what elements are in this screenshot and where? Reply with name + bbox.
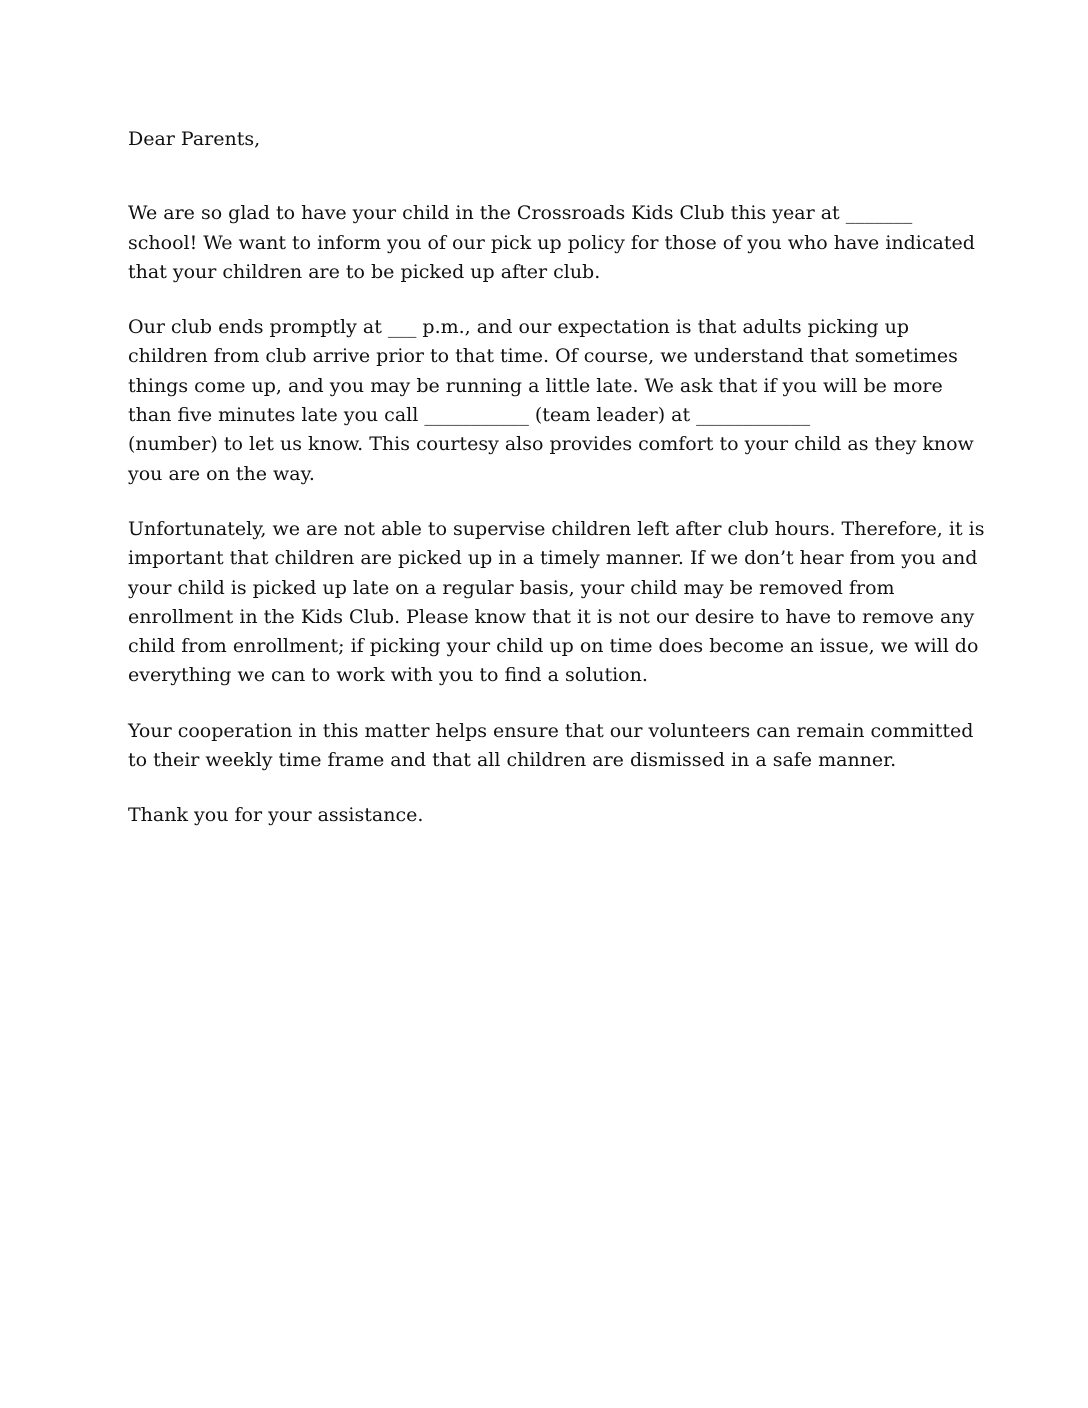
paragraph-supervision: [128, 515, 985, 691]
text-line: (number) to let us know. This courtesy also provides comfort to your child as they know: [128, 433, 974, 456]
text-line: that your children are to be picked up after club.: [128, 260, 601, 283]
text-line: important that children are picked up in a timely manner. If we don’t hear from you and: [128, 547, 978, 570]
text-line: than five minutes late you call ___________ (team leader) at ____________: [128, 404, 811, 427]
letter-body: [128, 125, 985, 831]
text-line: enrollment in the Kids Club. Please know that it is not our desire to have to remove any: [128, 605, 975, 628]
text-line: child from enrollment; if picking your child up on time does become an issue, we will do: [128, 635, 979, 658]
text-line: We are so glad to have your child in the Crossroads Kids Club this year at _______: [128, 202, 913, 225]
text-line: your child is picked up late on a regular basis, your child may be removed from: [128, 576, 895, 599]
letter-greeting: Dear Parents,: [128, 128, 261, 150]
text-line: Unfortunately, we are not able to supervise children left after club hours. Therefore, it is: [128, 517, 985, 540]
paragraph-welcome: [128, 199, 975, 287]
text-line: things come up, and you may be running a little late. We ask that if you will be more: [128, 374, 943, 397]
letter-closing: Thank you for your assistance.: [128, 804, 424, 827]
text-line: Our club ends promptly at ___ p.m., and our expectation is that adults picking up: [128, 316, 909, 339]
paragraph-cooperation: [128, 717, 974, 776]
text-line: children from club arrive prior to that time. Of course, we understand that sometimes: [128, 345, 958, 368]
text-line: you are on the way.: [128, 462, 315, 485]
paragraph-pickup-time: [128, 313, 974, 489]
text-line: Your cooperation in this matter helps ensure that our volunteers can remain committed: [128, 719, 974, 742]
text-line: to their weekly time frame and that all children are dismissed in a safe manner.: [128, 749, 897, 772]
text-line: everything we can to work with you to find a solution.: [128, 664, 648, 687]
text-line: school! We want to inform you of our pick up policy for those of you who have indicated: [128, 231, 975, 254]
